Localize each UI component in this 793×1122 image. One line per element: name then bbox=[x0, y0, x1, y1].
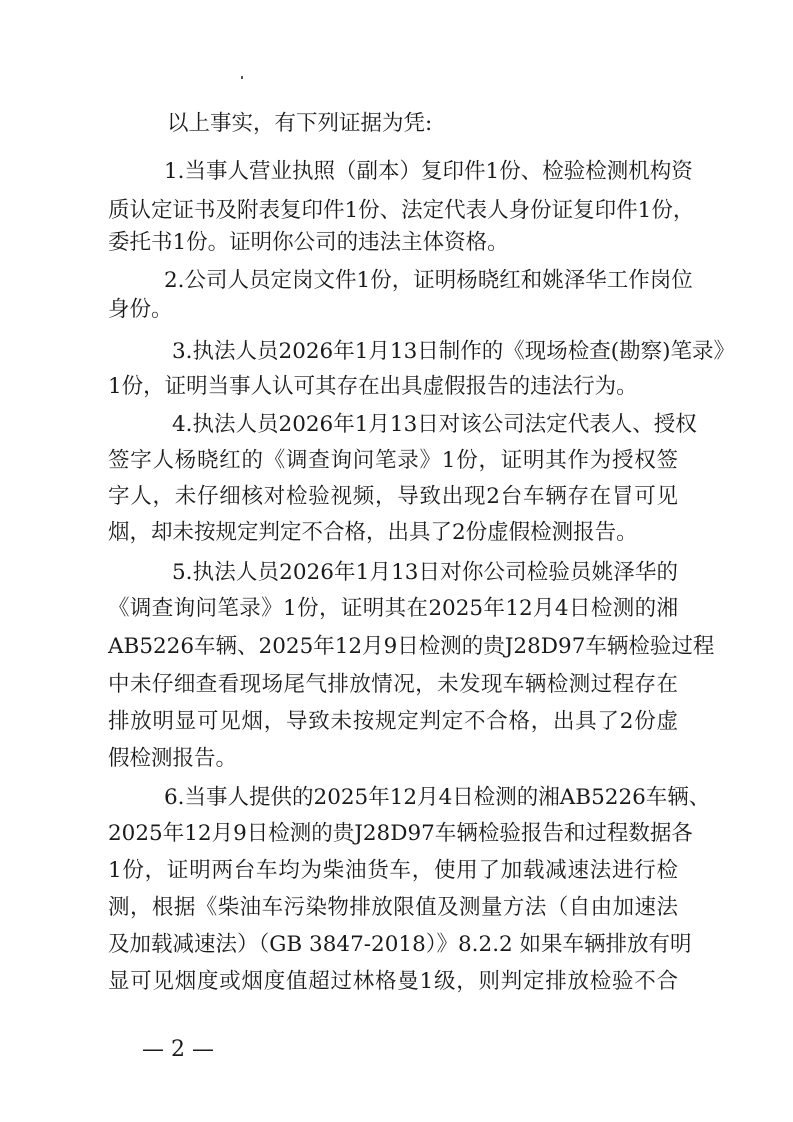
text-line: 排放明显可见烟，导致未按规定判定不合格，出具了2份虚 bbox=[108, 709, 678, 734]
text-line: 假检测报告。 bbox=[108, 746, 238, 771]
text-line: 1.当事人营业执照（副本）复印件1份、检验检测机构资 bbox=[164, 159, 693, 184]
text-line: 质认定证书及附表复印件1份、法定代表人身份证复印件1份， bbox=[108, 198, 695, 223]
text-line: 1份，证明当事人认可其存在出具虚假报告的违法行为。 bbox=[108, 374, 638, 399]
text-line: 显可见烟度或烟度值超过林格曼1级，则判定排放检验不合 bbox=[108, 969, 678, 994]
text-line: 签字人杨晓红的《调查询问笔录》1份，证明其作为授权签 bbox=[108, 448, 678, 473]
text-line: AB5226车辆、2025年12月9日检测的贵J28D97车辆检验过程 bbox=[108, 634, 715, 659]
text-line: 委托书1份。证明你公司的违法主体资格。 bbox=[108, 230, 509, 255]
text-line: 以上事实，有下列证据为凭: bbox=[167, 111, 433, 136]
text-line: 测，根据《柴油车污染物排放限值及测量方法（自由加速法 bbox=[108, 895, 678, 920]
text-line: 中未仔细查看现场尾气排放情况，未发现车辆检测过程存在 bbox=[108, 672, 678, 697]
text-line: 身份。 bbox=[108, 297, 173, 322]
text-line: 烟，却未按规定判定不合格，出具了2份虚假检测报告。 bbox=[108, 520, 638, 545]
text-line: 字人，未仔细核对检验视频，导致出现2台车辆存在冒可见 bbox=[108, 484, 678, 509]
text-line: 3.执法人员2026年1月13日制作的《现场检查(勘察)笔录》 bbox=[172, 339, 736, 364]
text-line: 《调查询问笔录》1份，证明其在2025年12月4日检测的湘 bbox=[108, 596, 678, 621]
text-line: 2.公司人员定岗文件1份，证明杨晓红和姚泽华工作岗位 bbox=[164, 268, 693, 293]
page-number: — 2 — bbox=[142, 1037, 214, 1062]
scan-mark bbox=[241, 76, 243, 79]
text-line: 4.执法人员2026年1月13日对该公司法定代表人、授权 bbox=[172, 412, 697, 437]
text-line: 5.执法人员2026年1月13日对你公司检验员姚泽华的 bbox=[172, 560, 678, 585]
text-line: 2025年12月9日检测的贵J28D97车辆检验报告和过程数据各 bbox=[108, 821, 693, 846]
text-line: 1份，证明两台车均为柴油货车，使用了加载减速法进行检 bbox=[108, 858, 678, 883]
text-line: 6.当事人提供的2025年12月4日检测的湘AB5226车辆、 bbox=[164, 785, 711, 810]
text-line: 及加载减速法）（GB 3847-2018）》8.2.2 如果车辆排放有明 bbox=[108, 932, 692, 957]
